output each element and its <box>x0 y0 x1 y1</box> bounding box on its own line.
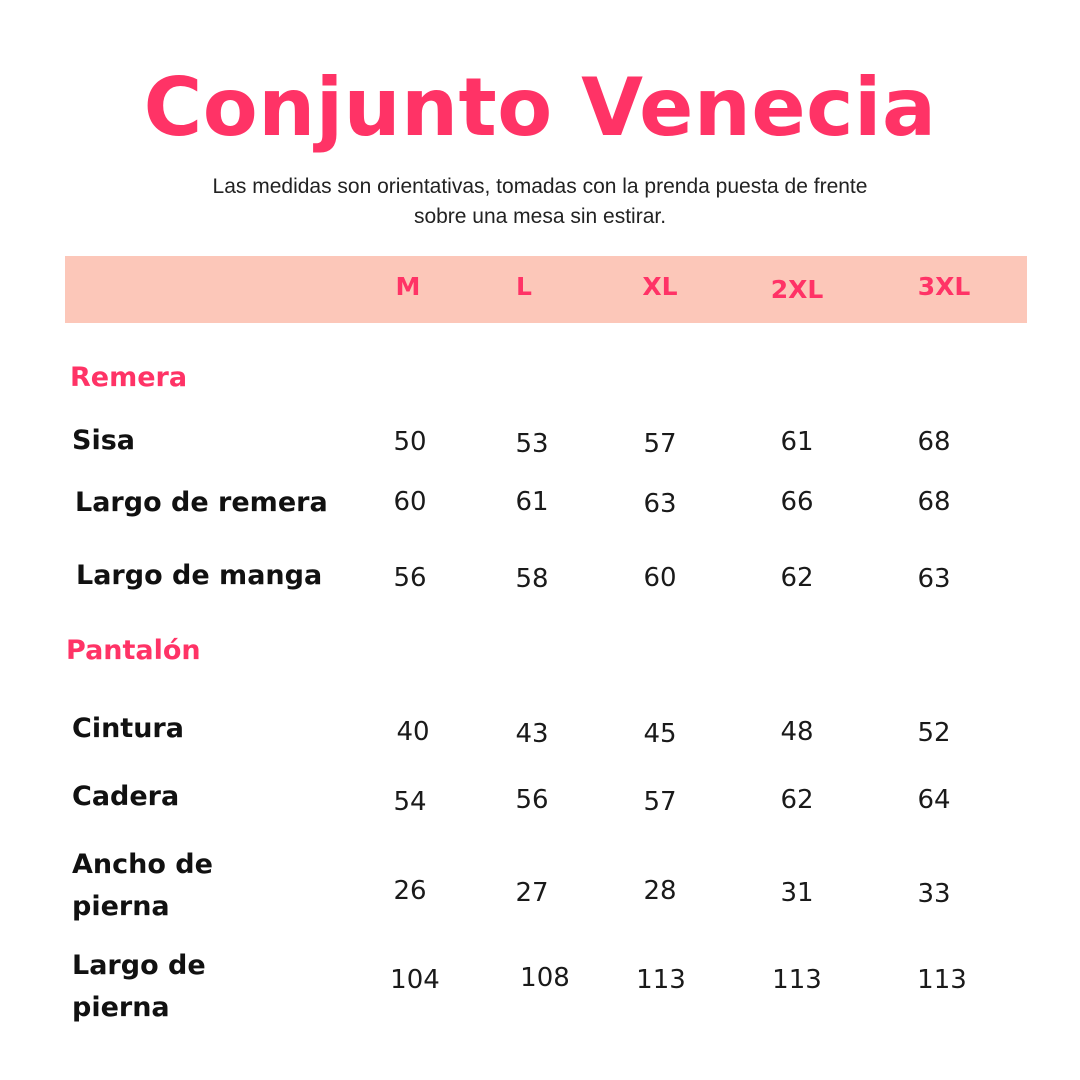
row-label-ancho-de-pierna <box>72 844 213 928</box>
cell-sisa-xl: 57 <box>643 429 677 459</box>
cell-ancho-pierna-xl: 28 <box>643 876 677 906</box>
size-header-xl: XL <box>642 272 678 301</box>
row-label-line: Largo de remera <box>75 487 328 518</box>
size-header-m: M <box>395 272 421 301</box>
size-header-3xl: 3XL <box>917 272 971 301</box>
cell-largo-remera-3xl: 68 <box>917 487 951 517</box>
cell-largo-pierna-2xl: 113 <box>772 965 822 995</box>
cell-cadera-l: 56 <box>515 785 549 815</box>
cell-cintura-m: 40 <box>396 717 430 747</box>
cell-sisa-m: 50 <box>393 427 427 457</box>
size-header-2xl: 2XL <box>770 275 824 304</box>
row-label-line: Cadera <box>72 781 180 812</box>
row-label-line: pierna <box>72 992 170 1023</box>
row-label-largo-de-remera <box>75 482 328 524</box>
cell-largo-remera-xl: 63 <box>643 489 677 519</box>
cell-largo-remera-l: 61 <box>515 487 549 517</box>
cell-largo-remera-2xl: 66 <box>780 487 814 517</box>
cell-cadera-m: 54 <box>393 787 427 817</box>
cell-ancho-pierna-2xl: 31 <box>780 878 814 908</box>
page-title: Conjunto Venecia <box>143 61 937 154</box>
subtitle-line-1: Las medidas son orientativas, tomadas con la prenda puesta de frente <box>212 175 868 198</box>
row-label-sisa <box>72 420 135 462</box>
cell-largo-pierna-l: 108 <box>520 963 570 993</box>
section-label-pantalon: Pantalón <box>66 635 201 666</box>
cell-ancho-pierna-l: 27 <box>515 878 549 908</box>
cell-sisa-3xl: 68 <box>917 427 951 457</box>
cell-largo-pierna-3xl: 113 <box>917 965 967 995</box>
cell-largo-pierna-m: 104 <box>390 965 440 995</box>
size-header-l: L <box>516 272 532 301</box>
row-label-line: pierna <box>72 891 170 922</box>
row-label-largo-de-pierna <box>72 945 206 1029</box>
cell-cintura-3xl: 52 <box>917 718 951 748</box>
subtitle-line-2: sobre una mesa sin estirar. <box>413 205 667 228</box>
cell-largo-pierna-xl: 113 <box>636 965 686 995</box>
row-label-line: Sisa <box>72 425 135 456</box>
cell-ancho-pierna-m: 26 <box>393 876 427 906</box>
cell-cadera-2xl: 62 <box>780 785 814 815</box>
cell-cintura-xl: 45 <box>643 719 677 749</box>
row-label-line: Largo de manga <box>76 560 323 591</box>
cell-ancho-pierna-3xl: 33 <box>917 879 951 909</box>
cell-largo-manga-m: 56 <box>393 563 427 593</box>
row-label-cintura <box>72 708 184 750</box>
section-label-remera: Remera <box>70 362 188 393</box>
row-label-line: Ancho de <box>72 849 213 880</box>
cell-largo-remera-m: 60 <box>393 487 427 517</box>
cell-cintura-l: 43 <box>515 719 549 749</box>
cell-largo-manga-2xl: 62 <box>780 563 814 593</box>
cell-cadera-xl: 57 <box>643 787 677 817</box>
cell-largo-manga-l: 58 <box>515 564 549 594</box>
row-label-largo-de-manga <box>76 555 322 597</box>
cell-largo-manga-3xl: 63 <box>917 564 951 594</box>
cell-cintura-2xl: 48 <box>780 717 814 747</box>
row-label-line: Cintura <box>72 713 184 744</box>
row-label-cadera <box>72 776 179 818</box>
cell-cadera-3xl: 64 <box>917 785 951 815</box>
row-label-line: Largo de <box>72 950 206 981</box>
cell-sisa-l: 53 <box>515 429 549 459</box>
cell-largo-manga-xl: 60 <box>643 563 677 593</box>
subtitle <box>120 172 960 232</box>
cell-sisa-2xl: 61 <box>780 427 814 457</box>
